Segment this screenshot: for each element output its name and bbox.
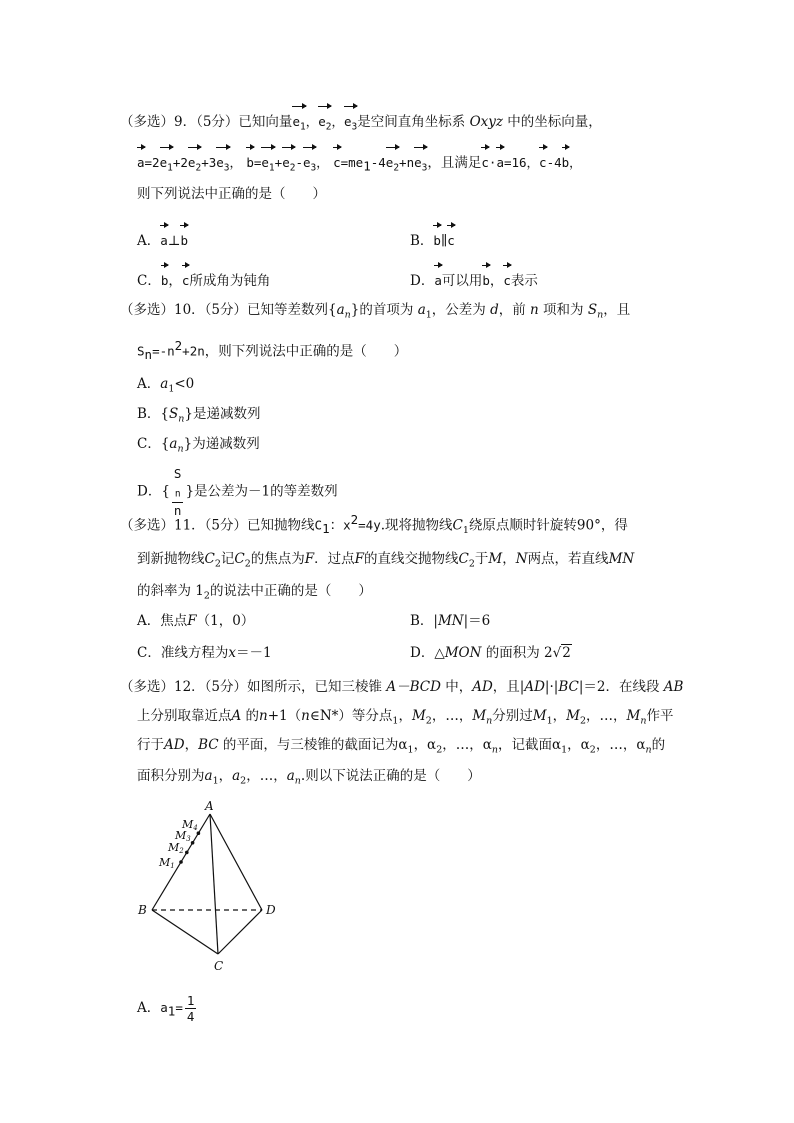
point-m1 <box>179 860 183 864</box>
vec-c: c <box>333 144 341 173</box>
edge-cd <box>218 910 262 954</box>
q9-option-d[interactable]: D．a可以用b，c表示 <box>410 262 538 291</box>
q10-option-d[interactable]: D．{ S $_n$ n }是公差为－1的等差数列 <box>137 466 338 518</box>
q12-line1: （多选）12．（5分）如图所示，已知三棱锥 A－BCD 中，AD，且|AD|·|BC|＝2．在线段 AB <box>120 679 684 695</box>
one-quarter-fraction: $\frac{1}{4}$ <box>186 993 195 1024</box>
vec-b: b <box>246 144 254 173</box>
vec-e1: $e_1$ <box>292 103 305 138</box>
label-d: D <box>266 903 276 917</box>
label-m2: M2 <box>168 841 184 855</box>
edge-ad <box>210 814 262 910</box>
q11-option-b[interactable]: B．|MN|＝6 <box>410 613 491 629</box>
vec-e3: $e_3$ <box>344 103 357 138</box>
label-m4: M4 <box>182 818 198 832</box>
coord-system: Oxyz <box>469 114 503 130</box>
label-c: C <box>214 959 224 973</box>
q10-option-c[interactable]: C．$\{a_n\}$为递减数列 <box>137 436 260 455</box>
q9-option-c[interactable]: C．b，c所成角为钝角 <box>137 262 270 291</box>
q9-option-a[interactable]: A．a⊥b <box>137 222 188 251</box>
q11-line1: （多选）11．（5分）已知抛物线$C_1$：$x^2=4y$.现将抛物线$C_1$绕原点顺时针旋转90°，得 <box>120 512 628 537</box>
vec-a: a <box>137 144 145 173</box>
q11-option-c[interactable]: C．准线方程为x＝－1 <box>137 645 272 661</box>
point-m2 <box>185 851 189 855</box>
q9-head: （多选）9．（5分）已知向量 <box>120 114 293 130</box>
q10-option-b[interactable]: B．$\{S_n\}$是递减数列 <box>137 406 261 425</box>
q9-line3: 则下列说法中正确的是（ ） <box>137 186 326 202</box>
q9-line1: （多选）9．（5分）已知向量$e_1$，$e_2$，$e_3$是空间直角坐标系 Oxyz 中的坐标向量， <box>120 103 602 138</box>
label-m3: M3 <box>175 829 191 843</box>
q11-option-a[interactable]: A．焦点F（1，0） <box>137 613 255 629</box>
q11-option-d[interactable]: D．△MON 的面积为 2√2 <box>410 645 571 661</box>
q12-option-a[interactable]: A．$a_1=$ $\frac{1}{4}$ <box>137 993 195 1024</box>
q9-line2: $a=2e_1+2e_2+3e_3$， $b=e_1+e_2-e_3$， $c=me_1-4e_2+ne_3$，且满足c·a=16，c-4b， <box>137 144 582 179</box>
q9-option-b[interactable]: B．b∥c <box>410 222 455 251</box>
point-m3 <box>191 841 195 845</box>
q12-line3: 行于AD，BC 的平面，与三棱锥的截面记为$\alpha_1$，$\alpha_2$，…，$\alpha_n$，记截面$\alpha_1$，$\alpha_2$，…，$\alpha_n$的 <box>137 737 666 756</box>
q10-line2: $S_n=-n^2+2n$，则下列说法中正确的是（ ） <box>137 338 408 363</box>
tetrahedron-figure <box>130 796 300 976</box>
q12-line2: 上分别取靠近点A 的n+1（n∈N*）等分点$_1$，$M_2$，…，$M_n$分别过$M_1$，$M_2$，…，$M_n$作平 <box>137 708 674 727</box>
q12-line4: 面积分别为$a_1$，$a_2$，…，$a_n$.则以下说法正确的是（ ） <box>137 768 481 787</box>
sn-over-n-fraction: S $_n$ n <box>173 466 182 518</box>
q11-line2: 到新抛物线$C_2$记$C_2$的焦点为F．过点F的直线交抛物线$C_2$于M，N两点，若直线MN <box>137 551 635 570</box>
q10-line1: （多选）10．（5分）已知等差数列$\{a_n\}$的首项为 $a_1$，公差为 d，前 n 项和为 $S_n$，且 <box>120 302 631 321</box>
vec-e2: $e_2$ <box>318 103 331 138</box>
edge-ac <box>210 814 218 954</box>
sqrt-symbol: √ <box>552 645 562 661</box>
edge-bc <box>152 910 218 954</box>
label-m1: M1 <box>159 856 175 870</box>
label-a: A <box>205 799 214 813</box>
label-b: B <box>138 903 147 917</box>
q11-line3: 的斜率为 $1_2$的说法中正确的是（ ） <box>137 583 372 602</box>
q10-option-a[interactable]: A．$a_1<0$ <box>137 376 195 395</box>
